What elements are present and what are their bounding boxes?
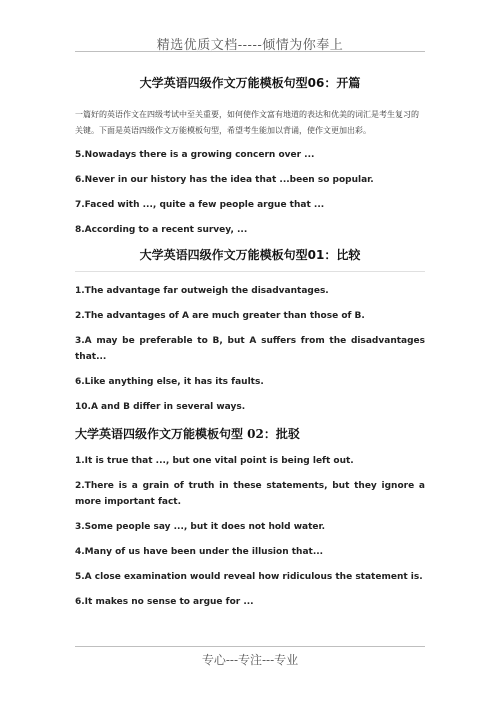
- sentence-item: 2.The advantages of A are much greater than those of B.: [75, 311, 365, 321]
- sentence-item: 7.Faced with ..., quite a few people argue that ...: [75, 200, 325, 210]
- opening-sentences: [75, 147, 425, 238]
- sentence-item: 1.It is true that ..., but one vital point is being left out.: [75, 456, 354, 466]
- refutation-sentences: [75, 453, 425, 610]
- sentence-item: 6.Never in our history has the idea that ...been so popular.: [75, 175, 374, 185]
- sentence-item: 10.A and B differ in several ways.: [75, 402, 246, 412]
- sentence-item: 4.Many of us have been under the illusion that...: [75, 547, 324, 557]
- sentence-item: 3.Some people say ..., but it does not hold water.: [75, 522, 326, 532]
- comparison-sentences: [75, 283, 425, 415]
- section-title-opening: 大学英语四级作文万能模板句型06：开篇: [139, 76, 361, 90]
- footer-rule: [75, 646, 425, 647]
- page-footer: 专心---专注---专业: [201, 653, 299, 667]
- header-rule: [75, 51, 425, 52]
- sentence-item: 5.A close examination would reveal how ridiculous the statement is.: [75, 572, 423, 582]
- sentence-item: 6.Like anything else, it has its faults.: [75, 377, 264, 387]
- sentence-item: 2.There is a grain of truth in these statements, but they ignore a more important fact.: [75, 481, 425, 507]
- intro-paragraph: 一篇好的英语作文在四级考试中至关重要，如何使作文富有地道的表达和优美的词汇是考生复习的关键。下面是英语四级作文万能模板句型，希望考生能加以背诵，使作文更加出彩。: [75, 110, 419, 135]
- sentence-item: 1.The advantage far outweigh the disadvantages.: [75, 286, 329, 296]
- section-title-comparison: 大学英语四级作文万能模板句型01：比较: [139, 248, 361, 262]
- section-title-refutation: 大学英语四级作文万能模板句型 02：批驳: [75, 427, 300, 441]
- sentence-item: 5.Nowadays there is a growing concern over ...: [75, 150, 315, 160]
- document-body: [75, 66, 425, 610]
- sentence-item: 8.According to a recent survey, ...: [75, 225, 248, 235]
- sentence-item: 3.A may be preferable to B, but A suffers from the disadvantages that...: [75, 336, 425, 362]
- sentence-item: 6.It makes no sense to argue for ...: [75, 597, 254, 607]
- page-header: 精选优质文档-----倾情为你奉上: [156, 38, 344, 53]
- section-divider: [75, 271, 425, 272]
